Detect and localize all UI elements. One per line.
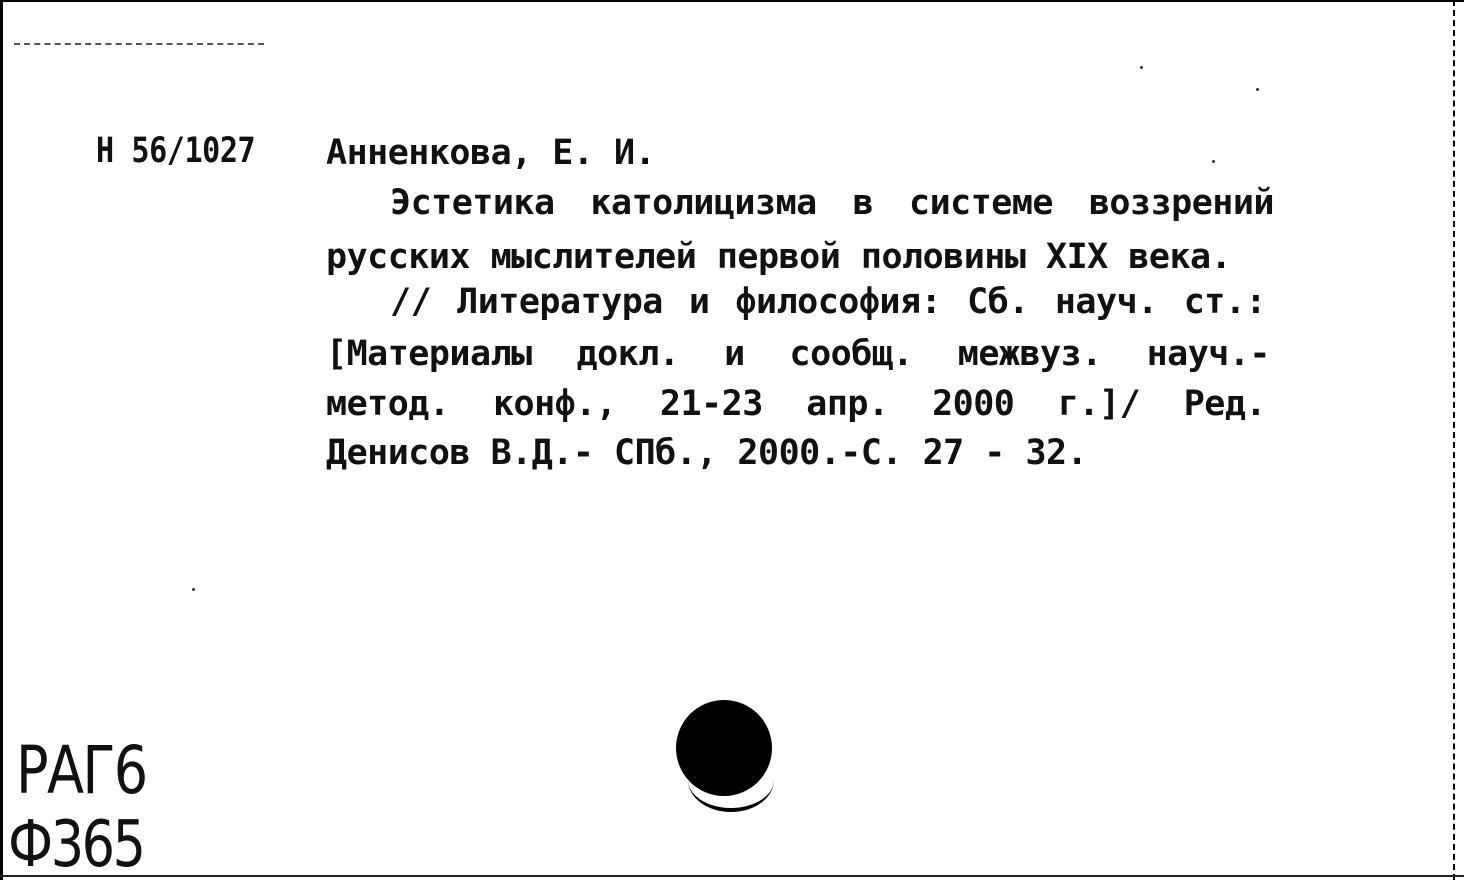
- source-line-2: [Материалы докл. и сообщ. межвуз. науч.-: [326, 334, 1270, 374]
- card-bottom-border: [0, 875, 1464, 877]
- handwritten-note-1: РАГ6: [16, 732, 147, 809]
- source-line-1: // Литература и философия: Сб. науч. ст.:: [390, 282, 1266, 322]
- scan-speck: [1140, 66, 1143, 69]
- scan-speck: [1212, 160, 1215, 163]
- call-number: Н 56/1027: [96, 131, 256, 171]
- card-top-border: [0, 0, 1464, 2]
- card-left-border: [0, 0, 3, 880]
- scan-speck: [192, 588, 195, 591]
- source-line-4: Денисов В.Д.- СПб., 2000.-С. 27 - 32.: [326, 433, 1088, 473]
- scan-speck: [1256, 88, 1259, 91]
- author-line: Анненкова, Е. И.: [326, 133, 656, 173]
- title-line-1: Эстетика католицизма в системе воззрений: [390, 183, 1274, 223]
- punch-hole: [676, 700, 772, 796]
- card-right-border: [1453, 0, 1458, 880]
- handwritten-note-2: Ф365: [8, 808, 144, 880]
- source-line-3: метод. конф., 21-23 апр. 2000 г.]/ Ред.: [326, 384, 1266, 424]
- title-line-2: русских мыслителей первой половины XIX века.: [326, 237, 1232, 277]
- scan-top-rule: [14, 43, 264, 45]
